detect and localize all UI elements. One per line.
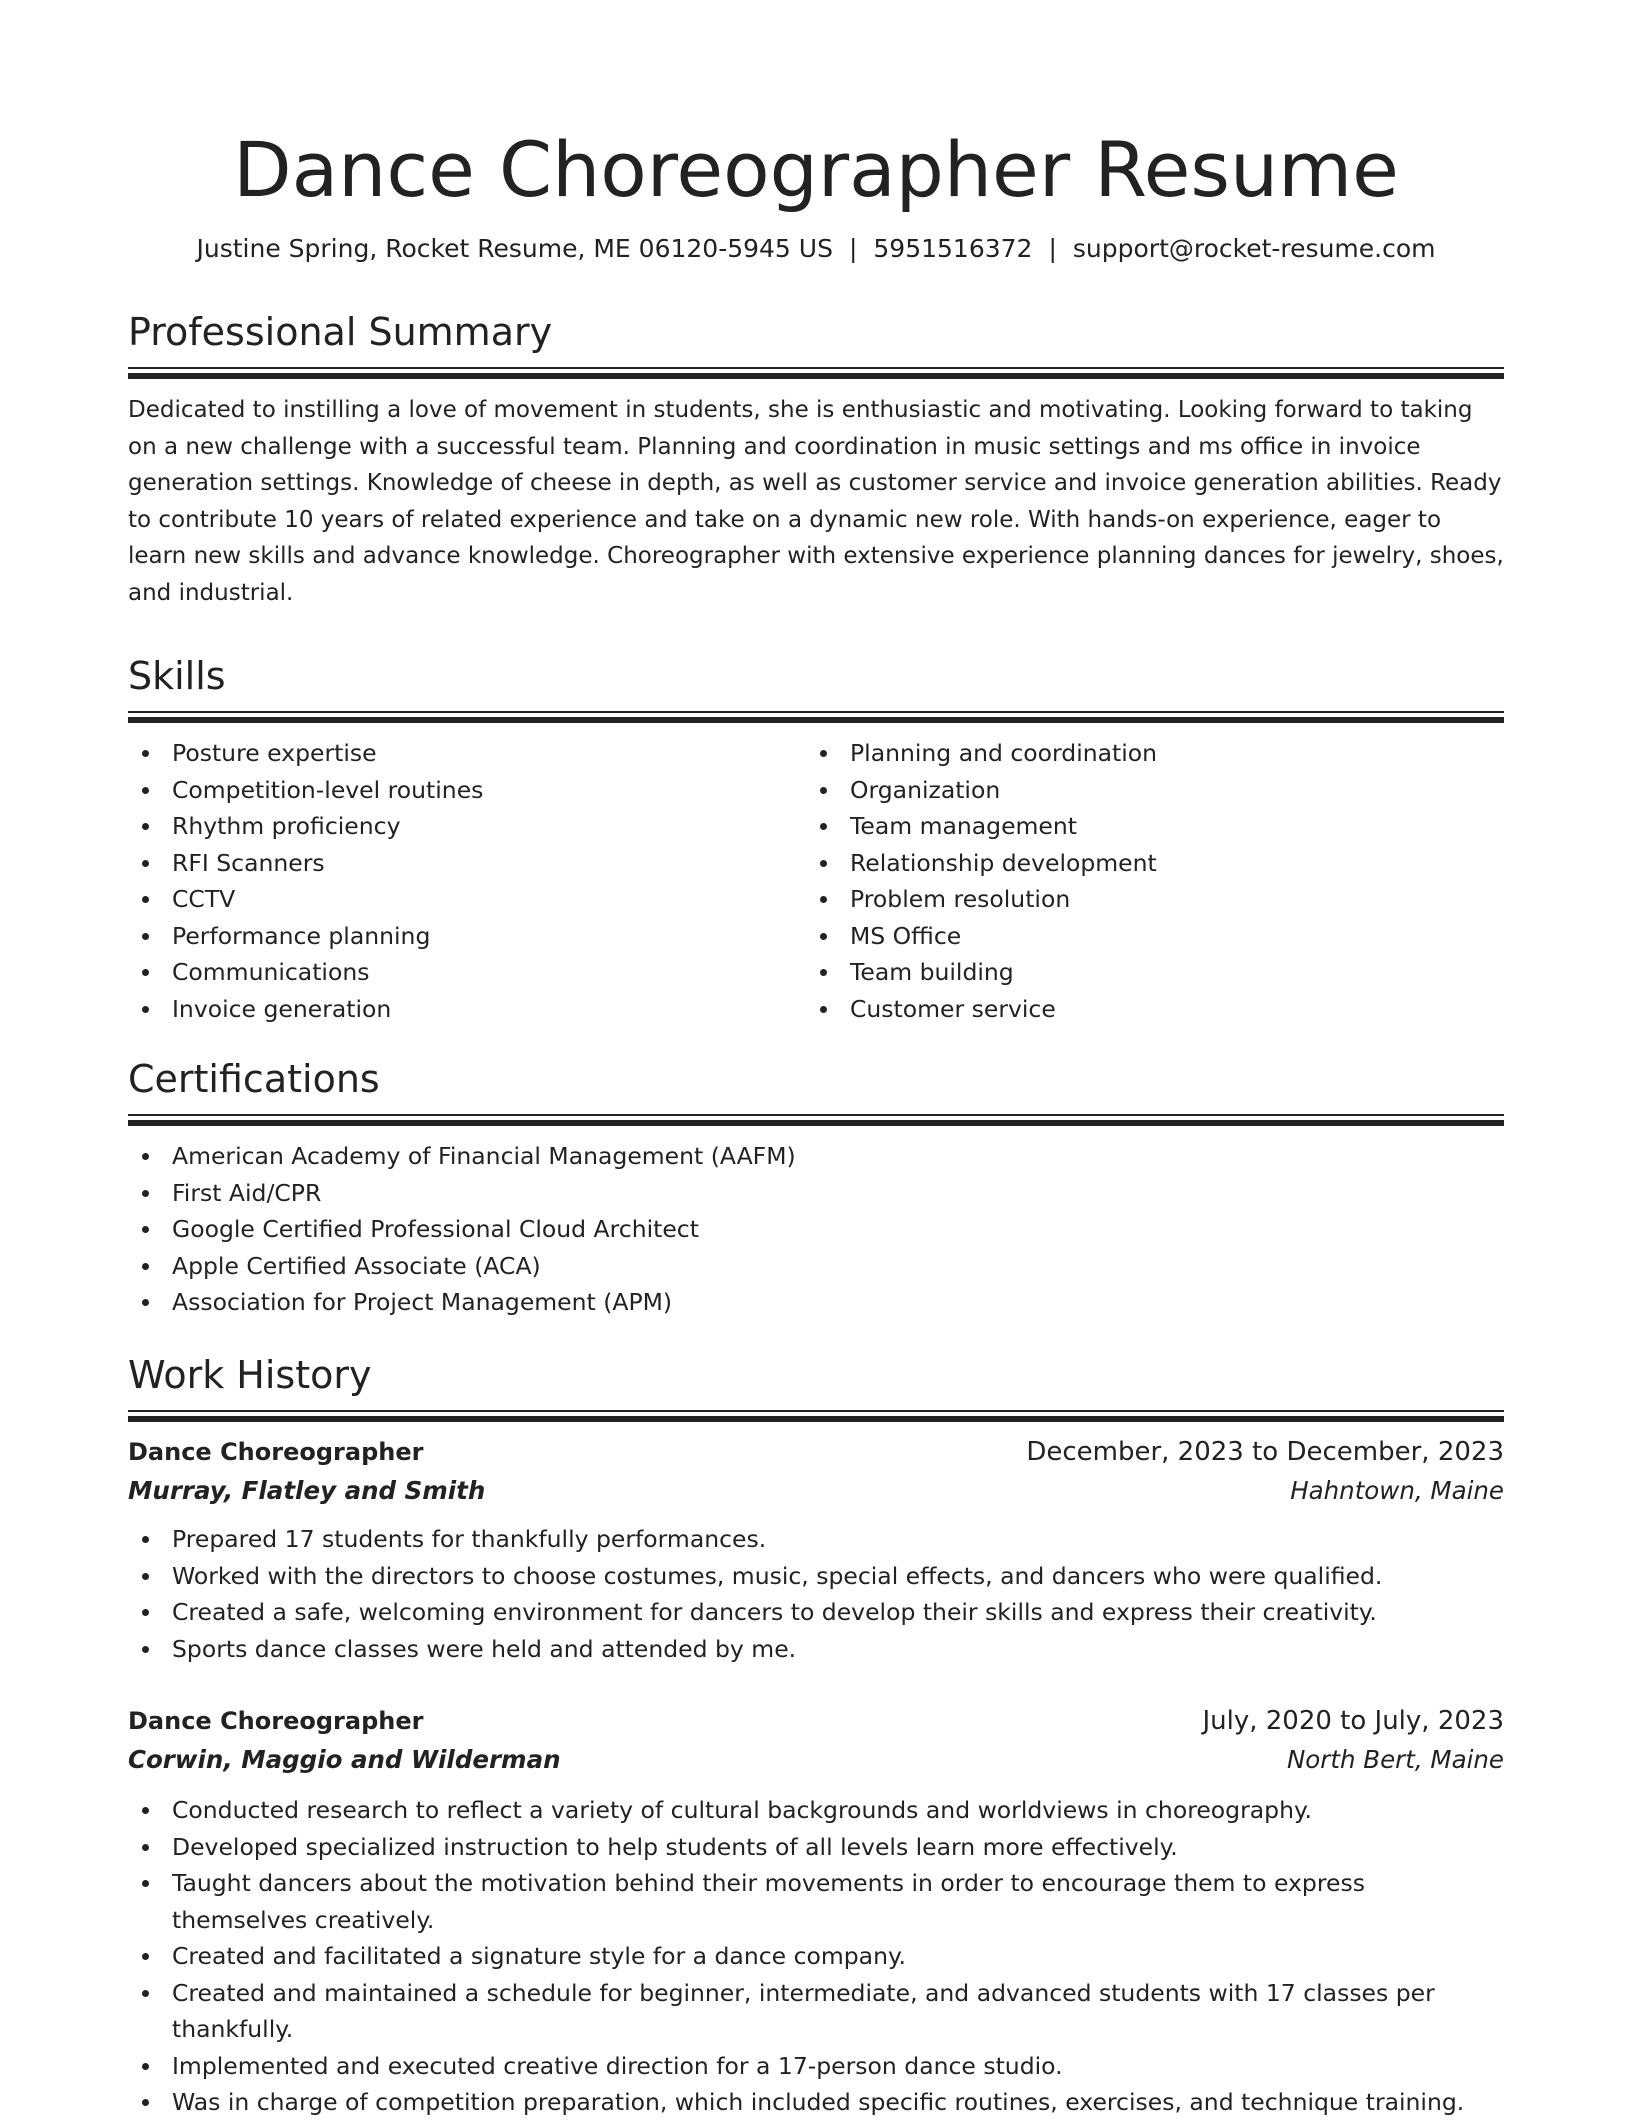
skills-section [128, 652, 1504, 1027]
list-item: Developed specialized instruction to help students of all levels learn more effectively. [128, 1829, 1504, 1866]
list-item: Posture expertise [128, 735, 806, 772]
list-item: Prepared 17 students for thankfully performances. [128, 1521, 1504, 1558]
work-history-section [128, 1351, 1504, 2121]
contact-email[interactable]: support@rocket-resume.com [1072, 234, 1436, 263]
job-bullets [128, 1521, 1504, 1667]
contact-separator: | [1048, 234, 1057, 263]
list-item: Taught dancers about the motivation behind their movements in order to encourage them to express themselves creatively. [128, 1865, 1504, 1938]
list-item: Worked with the directors to choose costumes, music, special effects, and dancers who were qualified. [128, 1558, 1504, 1595]
list-item: Conducted research to reflect a variety of cultural backgrounds and worldviews in choreography. [128, 1792, 1504, 1829]
section-divider [128, 711, 1504, 723]
section-divider [128, 1114, 1504, 1126]
list-item: CCTV [128, 881, 806, 918]
list-item: Competition-level routines [128, 772, 806, 809]
list-item: Created a safe, welcoming environment for dancers to develop their skills and express their creativity. [128, 1594, 1504, 1631]
certifications-list [128, 1138, 1504, 1321]
skills-list-right [806, 735, 1484, 1027]
summary-text: Dedicated to instilling a love of movement in students, she is enthusiastic and motivating. Looking forward to taking on a new challenge with a successful team. Planning and coordination in music settings and ms office in invoice generation settings. Knowledge of cheese in depth, as well as customer service and invoice generation abilities. Ready to contribute 10 years of related experience and take on a dynamic new role. With hands-on experience, eager to learn new skills and advance knowledge. Choreographer with extensive experience planning dances for jewelry, shoes, and industrial. [128, 397, 1504, 606]
list-item: Team management [806, 808, 1484, 845]
page-title: Dance Choreographer Resume [233, 125, 1399, 214]
contact-address: Justine Spring, Rocket Resume, ME 06120-5945 US [196, 234, 833, 263]
list-item: Performance planning [128, 918, 806, 955]
job-header [128, 1433, 1504, 1471]
job-bullets [128, 1792, 1504, 2121]
job-entry [128, 1702, 1504, 2121]
list-item: Organization [806, 772, 1484, 809]
list-item: Relationship development [806, 845, 1484, 882]
section-divider [128, 1410, 1504, 1422]
summary-section [128, 308, 1504, 611]
list-item: RFI Scanners [128, 845, 806, 882]
list-item: Team building [806, 954, 1484, 991]
list-item: Planning and coordination [806, 735, 1484, 772]
list-item: Sports dance classes were held and attended by me. [128, 1631, 1504, 1668]
contact-line [128, 232, 1504, 266]
job-subheader [128, 1471, 1504, 1511]
job-subheader [128, 1740, 1504, 1780]
list-item: Was in charge of competition preparation, which included specific routines, exercises, and technique training. [128, 2084, 1504, 2121]
section-heading-skills: Skills [128, 654, 226, 698]
list-item: MS Office [806, 918, 1484, 955]
section-heading-certifications: Certifications [128, 1057, 380, 1101]
list-item: Rhythm proficiency [128, 808, 806, 845]
job-dates: July, 2020 to July, 2023 [1202, 1706, 1504, 1736]
contact-phone: 5951516372 [873, 234, 1033, 263]
job-header [128, 1702, 1504, 1740]
contact-separator: | [848, 234, 858, 263]
list-item: Customer service [806, 991, 1484, 1028]
list-item: Association for Project Management (APM) [128, 1284, 1504, 1321]
list-item: Communications [128, 954, 806, 991]
list-item: Implemented and executed creative direction for a 17-person dance studio. [128, 2048, 1504, 2085]
job-company: Corwin, Maggio and Wilderman [128, 1745, 561, 1774]
list-item: Created and maintained a schedule for beginner, intermediate, and advanced students with 17 classes per thankfully. [128, 1975, 1504, 2048]
job-title: Dance Choreographer [128, 1707, 424, 1735]
job-location: North Bert, Maine [1286, 1745, 1504, 1774]
section-heading-work-history: Work History [128, 1353, 372, 1397]
skills-columns [128, 735, 1504, 1027]
job-title: Dance Choreographer [128, 1438, 424, 1466]
skills-list-left [128, 735, 806, 1027]
job-entry [128, 1433, 1504, 1667]
resume-page [128, 0, 1504, 2116]
list-item: Problem resolution [806, 881, 1484, 918]
job-location: Hahntown, Maine [1290, 1476, 1504, 1505]
section-divider [128, 367, 1504, 379]
certifications-section [128, 1055, 1504, 1321]
list-item: Google Certified Professional Cloud Architect [128, 1211, 1504, 1248]
section-heading-summary: Professional Summary [128, 310, 553, 354]
list-item: Created and facilitated a signature style for a dance company. [128, 1938, 1504, 1975]
job-company: Murray, Flatley and Smith [128, 1476, 486, 1505]
job-dates: December, 2023 to December, 2023 [1026, 1437, 1504, 1467]
list-item: First Aid/CPR [128, 1175, 1504, 1212]
list-item: Invoice generation [128, 991, 806, 1028]
list-item: Apple Certified Associate (ACA) [128, 1248, 1504, 1285]
list-item: American Academy of Financial Management (AAFM) [128, 1138, 1504, 1175]
